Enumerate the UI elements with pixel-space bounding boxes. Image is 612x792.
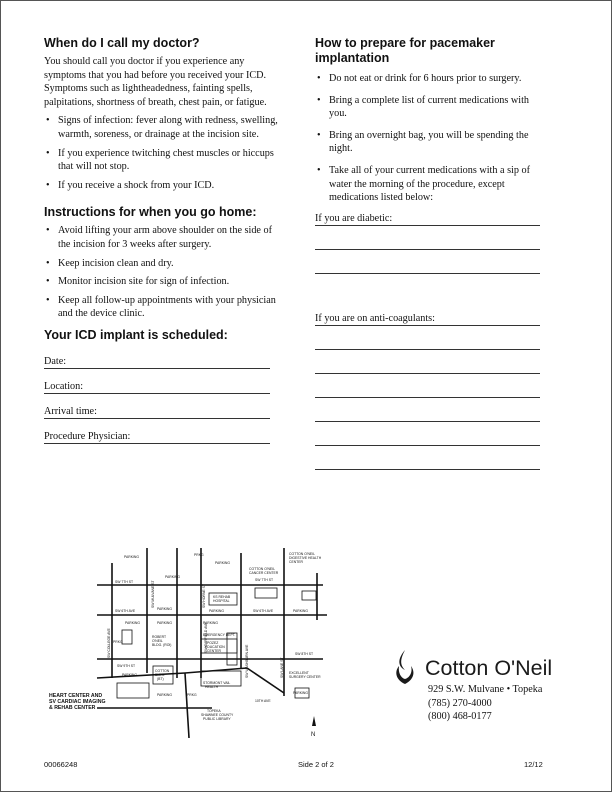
map-label: PARKING [209,609,225,613]
map-label: HEALTH [205,685,219,689]
map-label: PARKING [124,555,140,559]
address: 929 S.W. Mulvane • Topeka [428,684,543,695]
map-label: SW 6TH AVE [253,609,274,613]
left-column [44,36,284,455]
right-column [315,36,545,470]
home-heading: Instructions for when you go home: [44,205,257,220]
map-label: BLDG. [155,673,166,677]
map-label: PARKING [203,621,219,625]
map-label: PARKING [122,673,138,677]
list-item: • If you receive a shock from your ICD. [44,179,284,193]
map-label: CANCER CENTER [249,571,279,575]
map-label: PARKING [165,575,181,579]
map-label: SW GARFIELD AVE [204,622,208,653]
location-field[interactable]: Location: [44,380,270,394]
map-label: PARKING [215,561,231,565]
map-label: TOPEKA [207,709,221,713]
map-label: EXCELLENT [289,671,309,675]
prepare-list [315,72,545,205]
phone-tollfree: (800) 468-0177 [428,711,492,722]
map-label: PARKING [293,609,309,613]
anticoagulant-line[interactable] [315,374,540,398]
map-label: STORMONT VAIL [203,681,231,685]
map-label: POZEZ [207,641,219,645]
map-label: SW LANE ST [280,657,284,678]
map-label: PUBLIC LIBRARY [203,717,231,721]
map-label: PRKG [113,640,123,644]
anticoagulant-line[interactable] [315,398,540,422]
footer-page: Side 2 of 2 [298,760,334,769]
map-label: 10TH AVE [255,699,271,703]
map-label: SW HORNE ST [202,584,206,608]
map-label: PARKING [157,621,173,625]
list-item: • Monitor incision site for sign of infection. [44,275,284,289]
scheduled-heading: Your ICD implant is scheduled: [44,327,228,342]
map-label: PRKG [187,693,197,697]
map-label: SW 6TH AVE [115,609,136,613]
map-label: DIGESTIVE HEALTH [289,556,322,560]
call-doctor-list [44,114,284,192]
list-item: • Take all of your current medications with a sip of water the morning of the procedure, except medications listed below: [315,164,545,205]
logo-icon [396,666,413,684]
anticoagulant-line[interactable] [315,350,540,374]
list-item: • Keep incision clean and dry. [44,257,284,271]
map-label: COTTON O'NEIL [249,567,276,571]
anticoagulant-line[interactable] [315,326,540,350]
map-label: SV CARDIAC IMAGING [49,699,106,705]
map-label: EDUCATION [205,645,225,649]
map-label: PARKING [157,607,173,611]
list-item: • Avoid lifting your arm above shoulder on the side of the incision for 3 weeks after surgery. [44,224,284,251]
home-list [44,224,284,321]
list-item: • Do not eat or drink for 6 hours prior to surgery. [315,72,545,86]
anticoagulant-line[interactable] [315,446,540,470]
map-label: SW WASHBURN AVE [245,644,249,678]
cotton-oneil-logo [393,648,583,688]
call-doctor-heading: When do I call my doctor? [44,36,200,50]
map-label: PARKING [293,691,309,695]
map-label: SHAWNEE COUNTY [201,713,234,717]
map-label: SW 9TH ST [117,664,136,668]
map-label: SW 7TH ST [115,580,134,584]
map-label: SW COLLEGE AVE [107,628,111,658]
list-item: • Keep all follow-up appointments with your physician and the device clinic. [44,294,284,321]
map-label: PARKING [157,693,173,697]
map-label: EMERGENCY DEPT. [203,633,236,637]
diabetic-line[interactable] [315,250,540,274]
spacer [315,274,545,312]
map-label: HOSPITAL [213,599,230,603]
logo-icon [399,650,405,670]
map-label: KS REHAB [213,595,231,599]
footer-code: 00066248 [44,760,78,769]
map-label: & REHAB CENTER [49,705,96,711]
map-label: O'NEIL [152,639,163,643]
map-label: PARKING [125,621,141,625]
arrival-time-field[interactable]: Arrival time: [44,405,270,419]
call-doctor-intro: You should call you doctor if you experience any symptoms that you had before you received your ICD. Symptoms such as lightheadedness, fainting spells, palpitations, shortness of breath, chest pain, or fatigue. [44,56,267,108]
procedure-physician-field[interactable]: Procedure Physician: [44,430,270,444]
map-label: SURGERY CENTER [289,675,321,679]
list-item: • Bring a complete list of current medications with you. [315,94,545,121]
map-label: HEART CENTER AND [49,693,103,699]
diabetic-field[interactable]: If you are diabetic: [315,212,540,226]
campus-map [49,548,335,738]
footer-date: 12/12 [524,760,543,769]
map-label: COTTON [155,669,170,673]
map-label: BLDG. (ROI) [152,643,172,647]
map-label: (BT) [157,677,164,681]
map-label: SW 7TH ST [255,578,274,582]
map-label: SW 8TH ST [295,652,314,656]
address-block [428,683,542,724]
north-label: N [311,732,316,738]
map-label: CENTER [289,560,303,564]
map-label: SW MULVANE ST [151,580,155,608]
prepare-heading: How to prepare for pacemaker implantation [315,36,495,65]
list-item: • If you experience twitching chest muscles or hiccups that will not stop. [44,147,284,174]
diabetic-line[interactable] [315,226,540,250]
list-item: • Bring an overnight bag, you will be spending the night. [315,129,545,156]
date-field[interactable]: Date: [44,355,270,369]
phone-primary: (785) 270-4000 [428,697,492,709]
anticoagulant-line[interactable] [315,422,540,446]
map-label: CENTER [207,649,221,653]
map-label: PRKG [194,553,204,557]
map-label: ROBERT [152,635,167,639]
map-label: COTTON O'NEIL [289,552,316,556]
anticoagulant-field[interactable]: If you are on anti-coagulants: [315,312,540,326]
list-item: • Signs of infection: fever along with redness, swelling, warmth, soreness, or drainage at the incision site. [44,114,284,141]
brand-name: Cotton O'Neil [425,656,553,680]
north-arrow-icon [312,716,316,726]
